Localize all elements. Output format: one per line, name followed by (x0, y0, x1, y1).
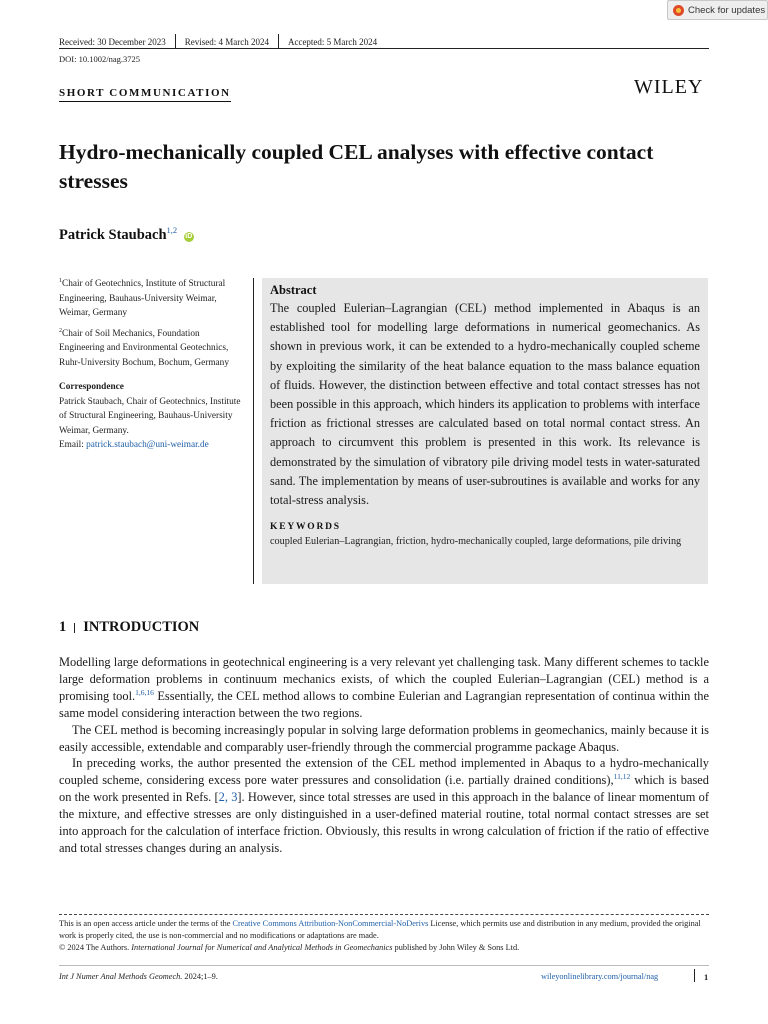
article-title: Hydro-mechanically coupled CEL analyses with effective contact stresses (59, 140, 654, 193)
check-for-updates-button[interactable] (667, 0, 768, 20)
copyright-text: published by John Wiley & Sons Ltd. (392, 943, 520, 953)
affiliations-column (59, 274, 244, 453)
abstract-text: The coupled Eulerian–Lagrangian (CEL) method implemented in Abaqus is an established tool for modelling large deformations in numerical geomechanics. As shown in previous work, it can be extended to a hydro-mechanically coupled scheme by exploiting the similarity of the heat balance equation to the mass balance equation of fluids. However, the distinction between effective and total contact stresses has not been possible in this approach, which hinders its application to problems with interface friction as frictional stresses are calculated based on total normal contact stress. An approach to circumvent this problem is presented in this work. Its relevance is demonstrated by the simulation of vibratory pile driving model tests in water-saturated sand. The implementation by means of user-subroutines is available and works for any total-stress analysis. (270, 301, 700, 508)
revised-date: Revised: 4 March 2024 (184, 36, 269, 47)
license-text-part: License, which permits use and distribution in any medium, provided the original work is properly cited, the use is non-commercial and no modifications or adaptations are made. (59, 919, 701, 941)
author-line (59, 225, 194, 244)
citation-link[interactable]: 2, 3 (218, 790, 238, 805)
license-text-part: This is an open access article under the terms of the (59, 919, 233, 928)
affiliation-text: Chair of Soil Mechanics, Foundation Engineering and Environmental Geotechnics, Ruhr-University Bochum, Bochum, Germany (59, 328, 229, 368)
affiliation-mark: 2 (59, 327, 62, 334)
affiliation-2 (59, 324, 244, 371)
license-note (59, 918, 709, 955)
page-number: 1 (704, 972, 709, 982)
copyright-line (59, 942, 709, 954)
paragraph (59, 654, 709, 722)
email-label: Email: (59, 440, 84, 451)
correspondence-text: Patrick Staubach, Chair of Geotechnics, Institute of Structural Engineering, Bauhaus-University Weimar, Germany. (59, 396, 241, 436)
date-separator (278, 34, 279, 49)
paragraph-text: ]. However, since total stresses are used in this approach in the balance of linear momentum of the mixture, and effective stresses are only distinguished in a user-defined material routine, total normal contact stresses are set into approach for the calculation of interface friction. Obviously, this results in wrong calculation of friction if the ratio of effective and total stresses changes during an analysis. (59, 790, 709, 855)
affiliation-text: Chair of Geotechnics, Institute of Structural Engineering, Bauhaus-University Weimar, Weimar, Germany (59, 279, 226, 319)
accepted-date: Accepted: 5 March 2024 (287, 36, 378, 47)
affiliation-1 (59, 274, 244, 321)
affiliation-mark: 1 (59, 278, 62, 284)
check-for-updates-label: Check for updates (688, 4, 766, 16)
abstract-box (262, 278, 708, 584)
publisher-logo[interactable]: WILEY (634, 76, 704, 98)
email-link[interactable]: patrick.staubach@uni-weimar.de (86, 440, 209, 451)
license-text (59, 918, 709, 942)
header-rule (59, 48, 709, 49)
body-text (59, 654, 709, 857)
paragraph-text: Modelling large deformations in geotechnical engineering is a very relevant yet challenging task. Many different schemes to tackle large deformation problems in continuum mechanics exists, of which the coupled Eulerian–Lagrangian (CEL) method is a promising tool. (59, 655, 709, 703)
copyright-text: © 2024 The Authors. (59, 943, 132, 953)
journal-name: International Journal for Numerical and Analytical Methods in Geomechanics (131, 943, 393, 953)
footnote-divider (59, 914, 709, 915)
citation-link[interactable]: 11,12 (613, 772, 631, 782)
date-separator (175, 34, 176, 49)
abstract-divider (253, 278, 254, 584)
section-heading (59, 619, 199, 636)
footer-rule (59, 965, 709, 966)
license-link[interactable]: Creative Commons Attribution-NonCommercial-NoDerivs (232, 919, 429, 928)
paragraph (59, 755, 709, 856)
journal-citation (59, 972, 218, 981)
correspondence-email-line (59, 438, 244, 453)
paragraph-text: Essentially, the CEL method allows to combine Eulerian and Lagrangian representation of continua within the same model considering interaction between the two regions. (59, 688, 709, 720)
journal-site-link[interactable]: wileyonlinelibrary.com/journal/nag (541, 972, 659, 981)
doi: DOI: 10.1002/nag.3725 (59, 54, 140, 64)
article-type: SHORT COMMUNICATION (59, 87, 231, 102)
citation-link[interactable]: 1,6,16 (135, 687, 154, 697)
correspondence-heading: Correspondence (59, 382, 124, 393)
section-number: 1 (59, 619, 67, 635)
keywords-list: coupled Eulerian–Lagrangian, friction, hydro-mechanically coupled, large deformations, pile driving (270, 536, 682, 548)
article-history (59, 34, 377, 49)
journal-abbrev: Int J Numer Anal Methods Geomech. (59, 972, 183, 981)
orcid-icon[interactable]: iD (185, 232, 193, 240)
page-separator (694, 969, 695, 982)
abstract-heading: Abstract (270, 283, 317, 297)
journal-issue: 2024;1–9. (182, 972, 218, 981)
paragraph-text: In preceding works, the author presented the extension of the CEL method implemented in Abaqus to a hydro-mechanically coupled scheme, considering excess pore water pressures and consolidation (i.e. partially drained conditions), (59, 756, 709, 788)
paragraph-text: which is based on the work presented in Refs. [ (59, 773, 709, 805)
section-separator (74, 623, 75, 633)
keywords-heading: KEYWORDS (270, 522, 341, 533)
received-date: Received: 30 December 2023 (59, 36, 166, 47)
check-updates-icon (673, 5, 684, 16)
section-title: INTRODUCTION (83, 619, 200, 635)
paragraph: The CEL method is becoming increasingly popular in solving large deformation problems in geomechanics, mainly because it is easily accessible, extendable and comparably user-friendly through the commercial programme package Abaqus. (59, 722, 709, 754)
author-affil-marks[interactable]: 1,2 (166, 225, 178, 235)
author-name[interactable]: Patrick Staubach (59, 226, 167, 243)
